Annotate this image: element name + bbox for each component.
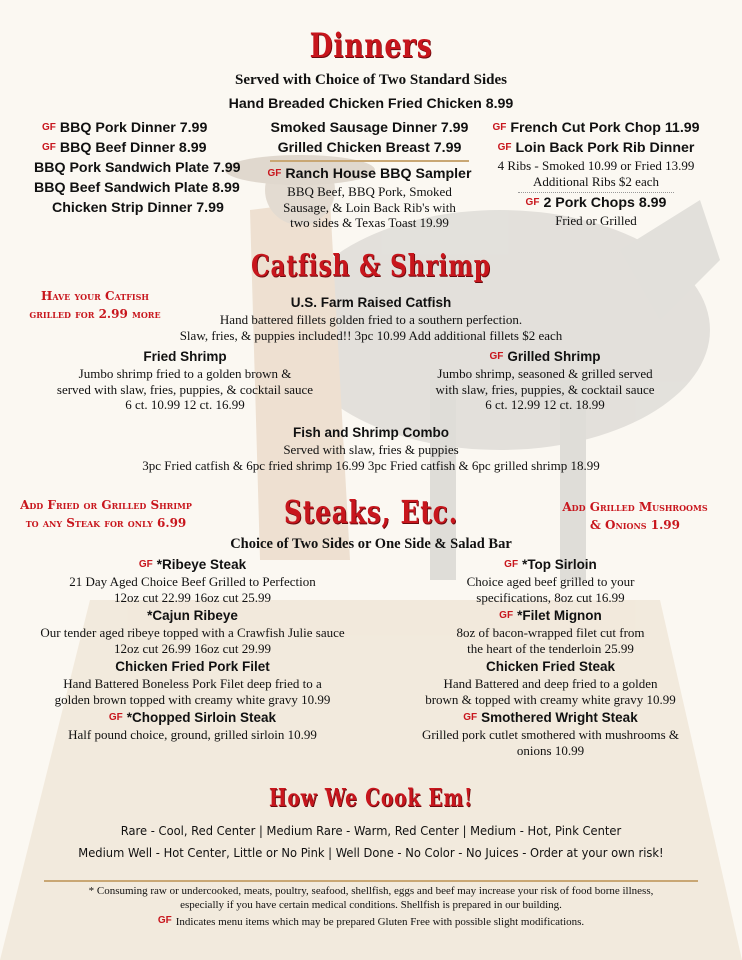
menu-item <box>20 607 365 656</box>
menu-item-name: *Filet Mignon <box>517 608 602 623</box>
menu-item-name: Chicken Fried Pork Filet <box>115 659 270 674</box>
cook-title: How We Cook Em! <box>268 783 474 812</box>
menu-item <box>378 607 723 656</box>
menu-item-name: French Cut Pork Chop 11.99 <box>510 120 700 136</box>
menu-item-name: Loin Back Pork Rib Dinner <box>515 140 695 156</box>
promo-line: to any Steak for only 6.99 <box>25 516 187 530</box>
gf-badge: GF <box>499 610 514 621</box>
gf-badge: GF <box>525 197 540 208</box>
menu-item-name: U.S. Farm Raised Catfish <box>290 295 452 310</box>
menu-item-description: Jumbo shrimp, seasoned & grilled served <box>437 366 653 381</box>
gf-badge: GF <box>42 122 56 133</box>
dinners-section <box>0 26 742 66</box>
cook-section <box>0 782 742 814</box>
dinners-middle-column <box>262 118 477 231</box>
menu-item <box>378 556 723 605</box>
steaks-left-column <box>20 556 365 745</box>
menu-item-description: 12oz cut 26.99 16oz cut 29.99 <box>113 640 272 656</box>
health-warning: * Consuming raw or undercooked, meats, poultry, seafood, shellfish, eggs and beef may increase your risk of food borne illness, <box>88 885 654 897</box>
menu-item-name: BBQ Beef Sandwich Plate 8.99 <box>34 180 240 196</box>
menu-item-description: Our tender aged ribeye topped with a Crawfish Julie sauce <box>40 625 345 640</box>
menu-item-name: *Cajun Ribeye <box>147 608 238 623</box>
menu-item-description: 8oz of bacon-wrapped filet cut from <box>456 625 645 640</box>
doneness-line: Rare - Cool, Red Center | Medium Rare - Warm, Red Center | Medium - Hot, Pink Center <box>120 823 622 838</box>
menu-item-name: Fried Shrimp <box>143 349 227 364</box>
dinners-subtitle: Served with Choice of Two Standard Sides <box>235 72 507 88</box>
menu-item <box>30 198 260 218</box>
gf-badge: GF <box>463 712 478 723</box>
menu-item <box>378 709 723 758</box>
menu-item-description: Hand Battered Boneless Pork Filet deep fried to a <box>63 676 322 691</box>
menu-item <box>30 138 260 158</box>
menu-item-description: 21 Day Aged Choice Beef Grilled to Perfection <box>69 574 316 589</box>
menu-item-description: Hand Battered and deep fried to a golden <box>443 676 658 691</box>
gf-badge: GF <box>267 168 282 179</box>
menu-item-description: Jumbo shrimp fried to a golden brown & <box>78 366 292 381</box>
menu-item: Grilled Chicken Breast 7.99 <box>277 140 462 156</box>
combo-block <box>0 424 742 473</box>
gf-badge: GF <box>489 351 504 362</box>
menu-item-description: Half pound choice, ground, grilled sirloin 10.99 <box>68 727 317 742</box>
steak-mushroom-promo <box>540 498 730 534</box>
menu-item <box>20 709 365 743</box>
gf-badge: GF <box>504 559 519 570</box>
steaks-title: Steaks, Etc. <box>283 493 459 531</box>
menu-item: Smoked Sausage Dinner 7.99 <box>270 120 469 136</box>
gf-note: Indicates menu items which may be prepared Gluten Free with possible slight modifications. <box>175 916 585 928</box>
promo-line: Have your Catfish <box>41 289 149 303</box>
menu-item-price: 6 ct. 12.99 12 ct. 18.99 <box>485 397 605 412</box>
health-warning: especially if you have certain medical conditions. Shellfish is prepared in our building. <box>180 899 562 911</box>
menu-item <box>20 556 365 605</box>
menu-item-name: BBQ Pork Sandwich Plate 7.99 <box>34 160 241 176</box>
menu-item-description: Additional Ribs $2 each <box>532 173 659 189</box>
menu-item-description: Served with slaw, fries & puppies <box>283 442 459 457</box>
dinners-right-column <box>478 118 714 229</box>
menu-item <box>30 158 260 178</box>
menu-item-price: 6 ct. 10.99 12 ct. 16.99 <box>125 397 245 412</box>
steak-shrimp-promo <box>6 496 206 532</box>
steaks-right-column <box>378 556 723 760</box>
dinners-left-column <box>30 118 260 218</box>
menu-item-name: 2 Pork Chops 8.99 <box>543 195 667 211</box>
gf-badge: GF <box>492 122 507 133</box>
catfish-section <box>0 248 742 286</box>
menu-item-name: Chicken Strip Dinner 7.99 <box>52 200 224 216</box>
menu-item-name: Fish and Shrimp Combo <box>292 425 449 440</box>
menu-item-description: Fried or Grilled <box>555 213 637 228</box>
menu-item-description: specifications, 8oz cut 16.99 <box>476 589 625 605</box>
farm-catfish-block <box>0 294 742 343</box>
menu-item-description: 4 Ribs - Smoked 10.99 or Fried 13.99 <box>497 158 695 173</box>
menu-item-name: Chicken Fried Steak <box>485 659 616 674</box>
menu-item-name: BBQ Pork Dinner 7.99 <box>59 120 208 136</box>
menu-item-name: BBQ Beef Dinner 8.99 <box>59 140 207 156</box>
footer <box>0 884 742 929</box>
fried-shrimp-block <box>40 348 330 413</box>
menu-item <box>378 658 723 707</box>
menu-item-name: *Chopped Sirloin Steak <box>126 710 277 725</box>
menu-item-name: Grilled Shrimp <box>507 349 601 364</box>
promo-line: Add Grilled Mushrooms <box>562 500 708 514</box>
dinners-title: Dinners <box>309 26 433 66</box>
menu-item <box>30 178 260 198</box>
gf-badge: GF <box>497 142 512 153</box>
menu-item-description: served with slaw, fries, puppies, & cocktail sauce <box>56 381 314 397</box>
menu-item-description: the heart of the tenderloin 25.99 <box>467 640 634 656</box>
menu-item-description: Slaw, fries, & puppies included!! 3pc 10.99 Add additional fillets $2 each <box>179 327 563 343</box>
menu-item-name: Ranch House BBQ Sampler <box>285 166 472 182</box>
promo-line: Add Fried or Grilled Shrimp <box>20 498 192 512</box>
dinners-feature-item: Hand Breaded Chicken Fried Chicken 8.99 <box>228 96 514 112</box>
doneness-line: Medium Well - Hot Center, Little or No Pink | Well Done - No Color - No Juices - Order at your own risk! <box>78 845 664 860</box>
menu-item-price: 3pc Fried catfish & 6pc fried shrimp 16.99 3pc Fried catfish & 6pc grilled shrimp 18.99 <box>142 457 600 473</box>
menu-item-name: *Top Sirloin <box>522 557 597 572</box>
footer-divider <box>44 880 698 882</box>
gf-badge: GF <box>42 142 56 153</box>
menu-item <box>30 118 260 138</box>
menu-item-description: BBQ Beef, BBQ Pork, Smoked Sausage, & Loin Back Rib's with two sides & Texas Toast 19.99 <box>283 184 456 230</box>
gf-badge: GF <box>108 712 123 723</box>
gf-badge: GF <box>138 559 153 570</box>
menu-item-description: 12oz cut 22.99 16oz cut 25.99 <box>113 589 272 605</box>
menu-item-name: *Ribeye Steak <box>156 557 247 572</box>
steaks-subtitle: Choice of Two Sides or One Side & Salad Bar <box>230 536 512 552</box>
promo-line: & Onions 1.99 <box>590 518 680 532</box>
menu-item-description: with slaw, fries, puppies, & cocktail sauce <box>435 381 655 397</box>
gf-badge: GF <box>157 915 172 926</box>
menu-item-description: Grilled pork cutlet smothered with mushrooms & <box>421 727 680 742</box>
menu-item-description: onions 10.99 <box>516 742 585 758</box>
menu-item-description: Hand battered fillets golden fried to a southern perfection. <box>219 312 523 327</box>
catfish-title: Catfish & Shrimp <box>251 249 491 284</box>
doneness-guide <box>0 820 742 864</box>
menu-item <box>20 658 365 707</box>
menu-item-description: brown & topped with creamy white gravy 10.99 <box>425 691 676 707</box>
menu-item-description: Choice aged beef grilled to your <box>466 574 635 589</box>
menu-item-description: golden brown topped with creamy white gravy 10.99 <box>54 691 331 707</box>
menu-item-name: Smothered Wright Steak <box>481 710 638 725</box>
divider <box>270 160 469 162</box>
promo-line: grilled for 2.99 more <box>29 307 161 321</box>
grilled-shrimp-block <box>400 348 690 413</box>
